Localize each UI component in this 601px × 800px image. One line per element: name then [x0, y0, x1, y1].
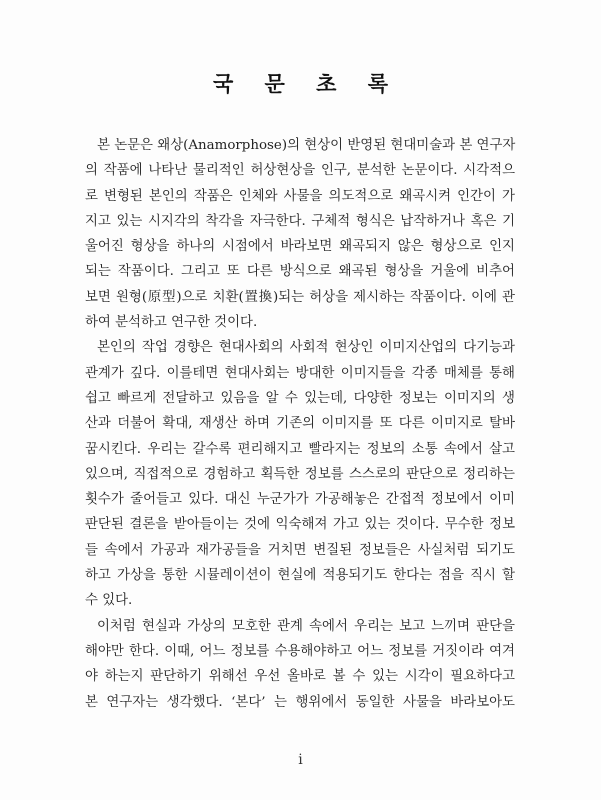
- paragraph-3: [85, 614, 515, 715]
- text-line: 이처럼 현실과 가상의 모호한 관계 속에서 우리는 보고 느끼며 판단을: [97, 618, 515, 634]
- text-line: 산과 더불어 확대, 재생산 하며 기존의 이미지를 또 다른 이미지로 탈바: [85, 416, 515, 432]
- page-number: i: [298, 752, 303, 768]
- text-line: 본 연구자는 생각했다. ‘본다’ 는 행위에서 동일한 사물을 바라보아도: [85, 694, 515, 710]
- text-line: 본 논문은 왜상(Anamorphose)의 현상이 반영된 현대미술과 본 연구자: [97, 138, 516, 153]
- text-line: 본인의 작업 경향은 현대사회의 사회적 현상인 이미지산업의 다기능과: [97, 340, 515, 356]
- text-line: 판단된 결론을 받아들이는 것에 익숙해져 가고 있는 것이다. 무수한 정보: [85, 517, 515, 533]
- text-line: 쉽고 빠르게 전달하고 있음을 알 수 있는데, 다양한 정보는 이미지의 생: [85, 390, 515, 406]
- text-line: 되는 작품이다. 그리고 또 다른 방식으로 왜곡된 형상을 거울에 비추어: [85, 264, 515, 280]
- text-line: 야 하는지 판단하기 위해선 우선 올바로 볼 수 있는 시각이 필요하다고: [85, 669, 515, 685]
- page-title: 국 문 초 록: [212, 71, 401, 96]
- text-line: 하고 가상을 통한 시뮬레이션이 현실에 적용되기도 한다는 점을 직시 할: [85, 568, 515, 584]
- abstract-body: [85, 133, 515, 715]
- paragraph-2: [85, 335, 515, 613]
- text-line: 수 있다.: [85, 593, 133, 609]
- text-line: 지고 있는 시지각의 착각을 자극한다. 구체적 형식은 납작하거나 혹은 기: [85, 213, 515, 229]
- text-line: 횟수가 줄어들고 있다. 대신 누군가가 가공해놓은 간접적 정보에서 이미: [85, 492, 515, 508]
- text-line: 보면 원형(原型)으로 치환(置換)되는 허상을 제시하는 작품이다. 이에 관: [85, 289, 515, 305]
- text-line: 들 속에서 가공과 재가공들을 거치면 변질된 정보들은 사실처럼 되기도: [85, 542, 515, 558]
- text-line: 의 작품에 나타난 물리적인 허상현상을 인구, 분석한 논문이다. 시각적으: [85, 163, 515, 179]
- text-line: 하여 분석하고 연구한 것이다.: [85, 315, 258, 331]
- text-line: 관계가 깊다. 이를테면 현대사회는 방대한 이미지들을 각종 매체를 통해: [85, 365, 515, 381]
- text-line: 있으며, 직접적으로 경험하고 획득한 정보를 스스로의 판단으로 정리하는: [85, 466, 515, 482]
- text-line: 꿈시킨다. 우리는 갈수록 편리해지고 빨라지는 정보의 소통 속에서 살고: [85, 441, 515, 457]
- text-line: 울어진 형상을 하나의 시점에서 바라보면 왜곡되지 않은 형상으로 인지: [85, 239, 515, 255]
- text-line: 로 변형된 본인의 작품은 인체와 사물을 의도적으로 왜곡시켜 인간이 가: [85, 188, 515, 204]
- paragraph-1: [85, 133, 515, 335]
- text-line: 해야만 한다. 이때, 어느 정보를 수용해야하고 어느 정보를 거짓이라 여겨: [85, 643, 515, 659]
